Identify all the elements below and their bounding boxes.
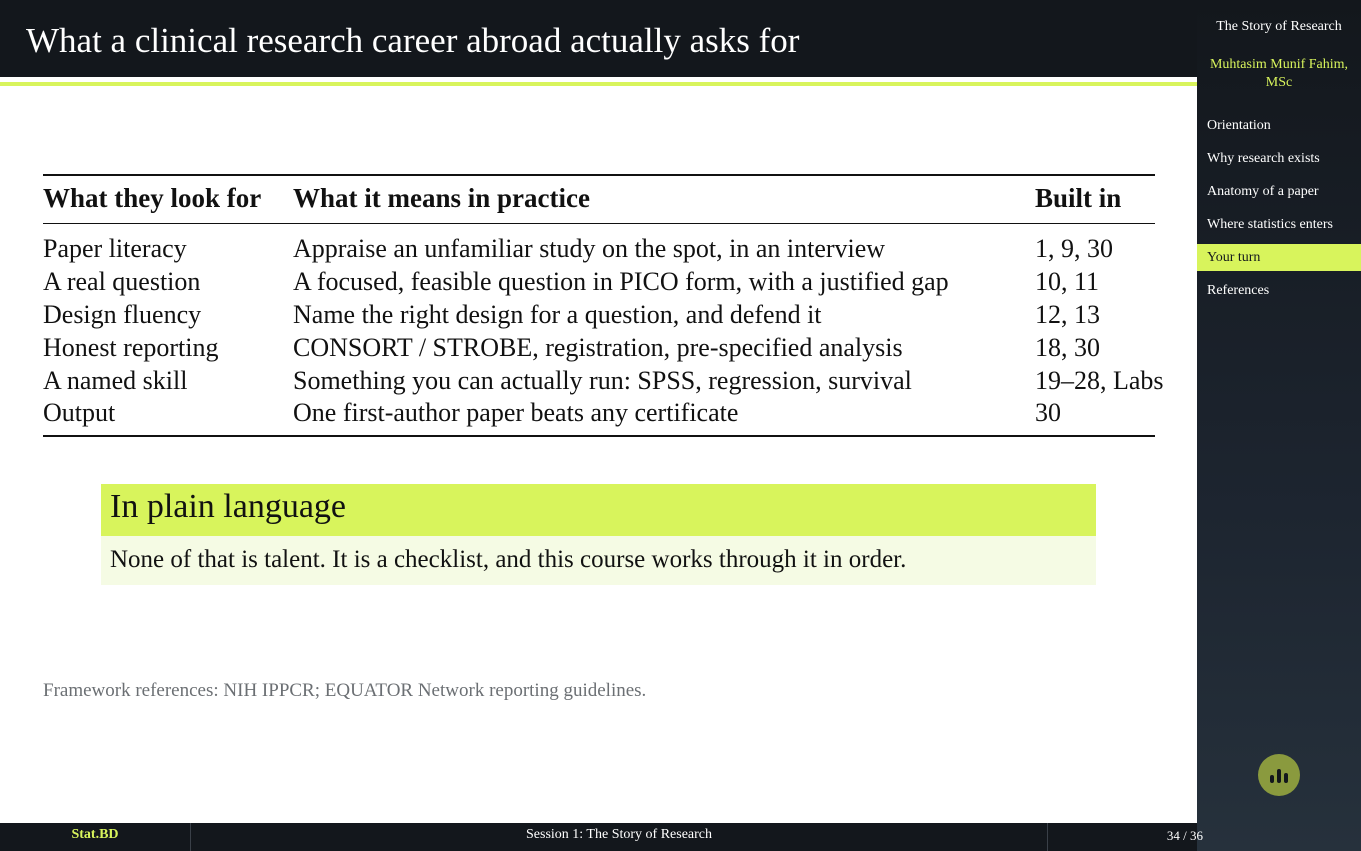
slide-title: What a clinical research career abroad actually asks for: [26, 21, 800, 60]
callout-body: [101, 536, 1096, 585]
cell-built-in: 1, 9, 30: [1035, 234, 1113, 263]
deck-title: The Story of Research: [1216, 19, 1342, 34]
footer: [0, 823, 1203, 851]
table-row: [43, 331, 1155, 364]
table-row: [43, 265, 1155, 298]
column-header-what-they-look-for: What they look for: [43, 183, 262, 213]
cell-practice: Something you can actually run: SPSS, regression, survival: [293, 366, 912, 395]
page-number: 34 / 36: [1166, 828, 1203, 843]
table-row: [43, 232, 1155, 265]
table-top-rule: [43, 174, 1155, 176]
sidebar-item-your-turn[interactable]: Your turn: [1197, 244, 1361, 271]
table-row: [43, 396, 1155, 429]
cell-practice: A focused, feasible question in PICO form, with a justified gap: [293, 267, 949, 296]
sidebar-item-anatomy-of-a-paper[interactable]: Anatomy of a paper: [1207, 184, 1319, 199]
cell-practice: CONSORT / STROBE, registration, pre-specified analysis: [293, 333, 903, 362]
cell-requirement: Paper literacy: [43, 234, 187, 263]
author-name: Muhtasim Munif Fahim, MSc: [1209, 57, 1349, 90]
table-row: [43, 364, 1164, 397]
cell-practice: Appraise an unfamiliar study on the spot, in an interview: [293, 234, 886, 263]
references-note: Framework references: NIH IPPCR; EQUATOR Network reporting guidelines.: [43, 680, 647, 701]
sidebar-nav: [1197, 112, 1361, 310]
table-header-rule: [43, 223, 1155, 224]
cell-practice: One first-author paper beats any certificate: [293, 398, 739, 427]
sidebar-item-where-statistics-enters[interactable]: Where statistics enters: [1207, 217, 1333, 232]
bar-chart-icon: [1258, 754, 1300, 796]
table-bottom-rule: [43, 435, 1155, 437]
sidebar-item-orientation[interactable]: Orientation: [1207, 118, 1271, 133]
callout-text: None of that is talent. It is a checklist, and this course works through it in order.: [110, 546, 907, 573]
cell-built-in: 12, 13: [1035, 300, 1100, 329]
slide-header: [0, 0, 1197, 77]
cell-built-in: 19–28, Labs: [1035, 366, 1164, 395]
sidebar-item-why-research-exists[interactable]: Why research exists: [1207, 151, 1320, 166]
callout-header: [101, 484, 1096, 536]
cell-requirement: Honest reporting: [43, 333, 219, 362]
footer-session: Session 1: The Story of Research: [526, 827, 712, 842]
cell-practice: Name the right design for a question, and defend it: [293, 300, 822, 329]
cell-built-in: 10, 11: [1035, 267, 1100, 296]
column-header-built-in: Built in: [1035, 183, 1122, 213]
cell-requirement: A real question: [43, 267, 201, 296]
footer-brand: Stat.BD: [71, 827, 119, 842]
cell-requirement: A named skill: [43, 366, 188, 395]
sidebar: [1197, 0, 1361, 851]
column-header-what-it-means: What it means in practice: [293, 183, 590, 213]
sidebar-item-references[interactable]: References: [1207, 283, 1270, 298]
cell-requirement: Output: [43, 398, 116, 427]
cell-built-in: 30: [1035, 398, 1061, 427]
callout-title: In plain language: [110, 488, 347, 525]
cell-requirement: Design fluency: [43, 300, 202, 329]
cell-built-in: 18, 30: [1035, 333, 1100, 362]
header-accent-rule: [0, 82, 1197, 86]
table-row: [43, 298, 1155, 331]
